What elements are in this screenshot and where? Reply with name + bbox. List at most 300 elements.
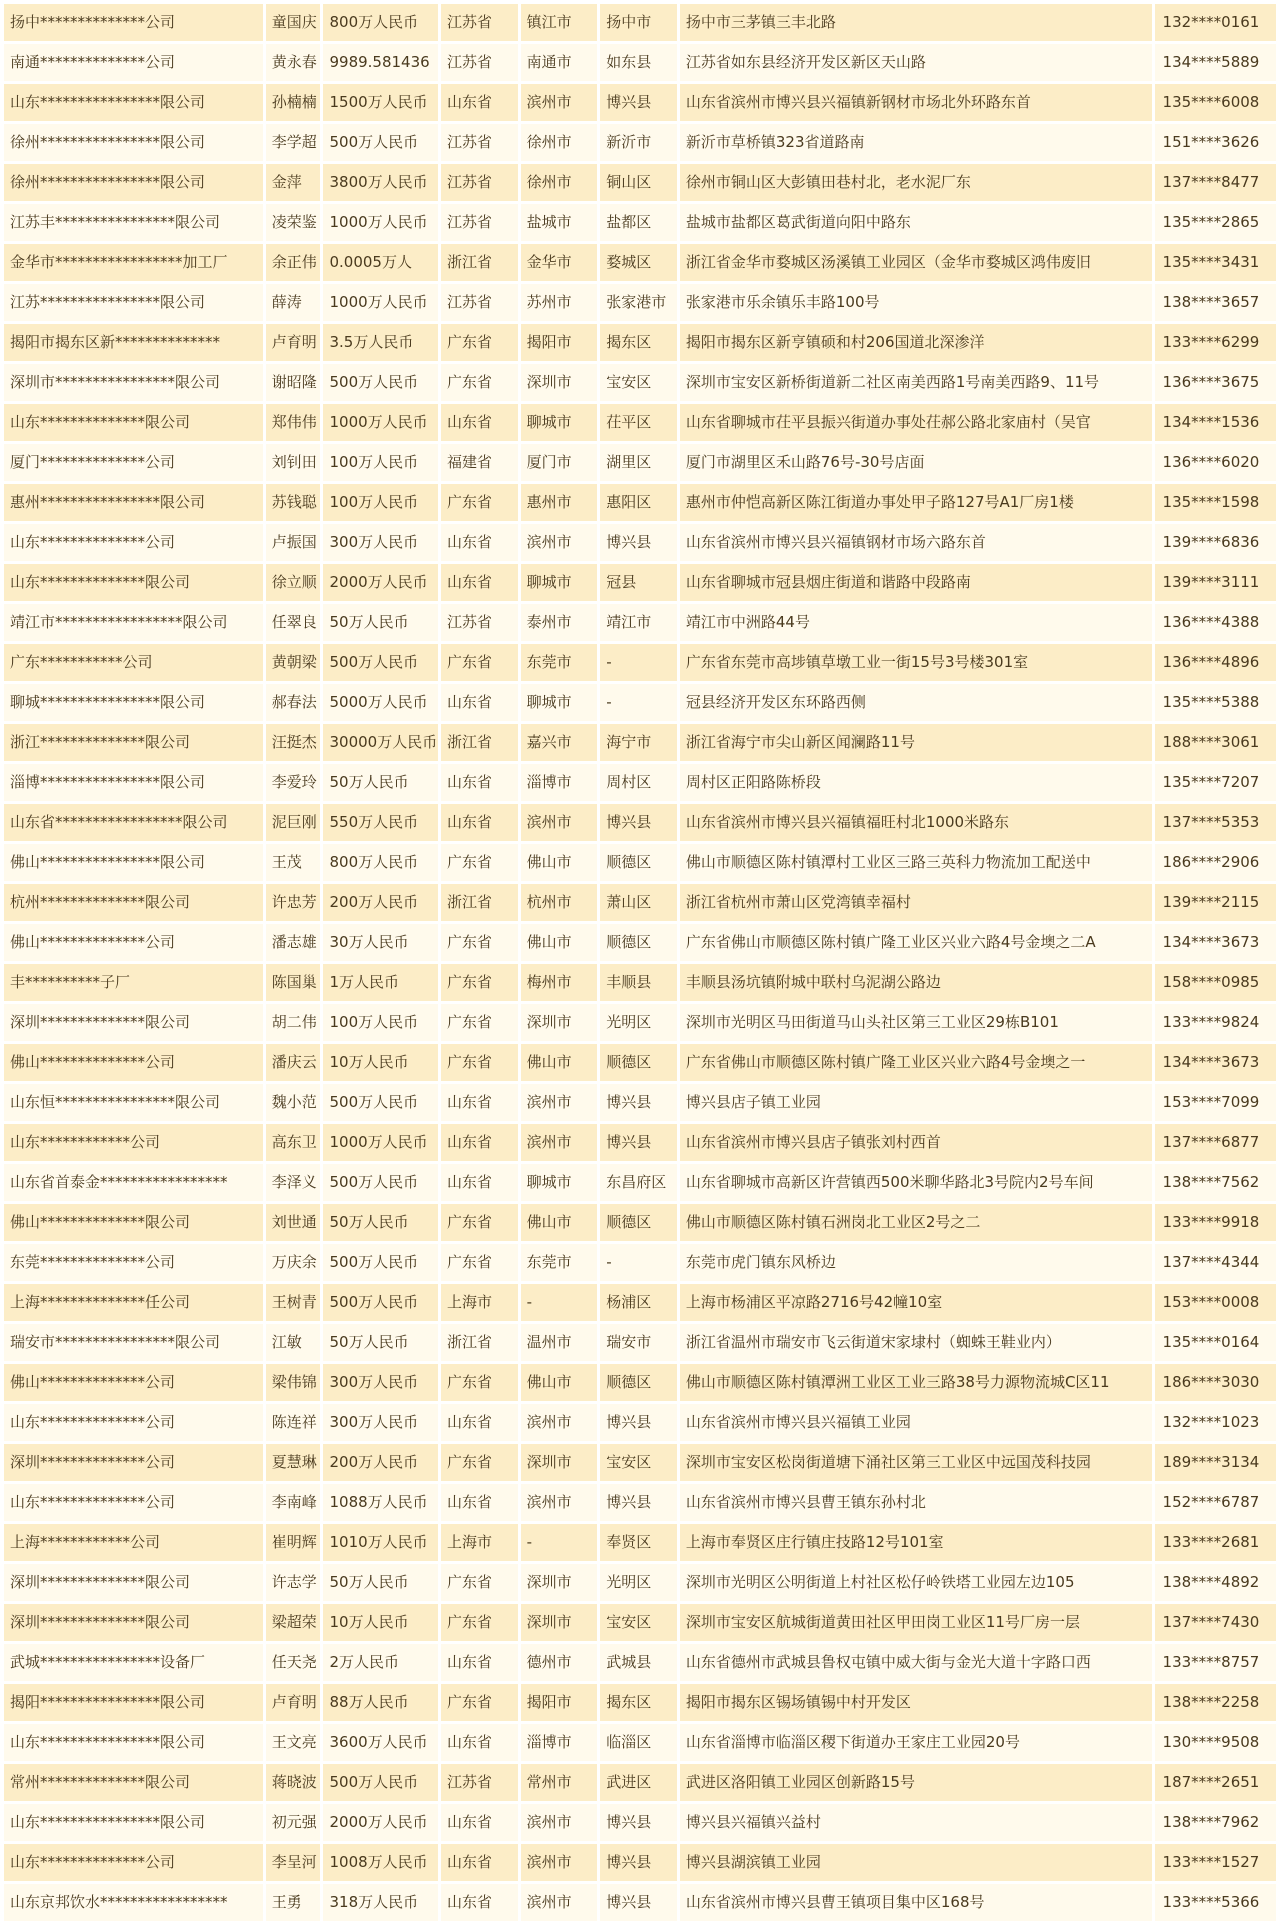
company-name-cell: 佛山**************公司 xyxy=(4,1364,263,1401)
phone-cell: 132****0161 xyxy=(1155,4,1276,41)
city-cell: 嘉兴市 xyxy=(521,724,598,761)
company-name-cell: 深圳市****************限公司 xyxy=(4,364,263,401)
legal-representative-cell: 江敏 xyxy=(266,1324,321,1361)
company-name-cell: 山东**************公司 xyxy=(4,1484,263,1521)
company-name-cell: 山东省*****************限公司 xyxy=(4,804,263,841)
phone-cell: 133****8757 xyxy=(1155,1644,1276,1681)
address-cell: 浙江省杭州市萧山区党湾镇幸福村 xyxy=(680,884,1152,921)
address-cell: 山东省滨州市博兴县兴福镇新钢材市场北外环路东首 xyxy=(680,84,1152,121)
district-cell: 瑞安市 xyxy=(600,1324,677,1361)
company-name-cell: 深圳**************限公司 xyxy=(4,1004,263,1041)
address-cell: 深圳市光明区马田街道马山头社区第三工业区29栋B101 xyxy=(680,1004,1152,1041)
legal-representative-cell: 郑伟伟 xyxy=(266,404,321,441)
registered-capital-cell: 300万人民币 xyxy=(323,1404,437,1441)
district-cell: 宝安区 xyxy=(600,364,677,401)
company-name-cell: 武城****************设备厂 xyxy=(4,1644,263,1681)
address-cell: 山东省聊城市高新区许营镇西500米聊华路北3号院内2号车间 xyxy=(680,1164,1152,1201)
legal-representative-cell: 童国庆 xyxy=(266,4,321,41)
table-row xyxy=(4,1564,1276,1601)
province-cell: 山东省 xyxy=(441,1644,518,1681)
company-name-cell: 常州**************限公司 xyxy=(4,1764,263,1801)
district-cell: 武城县 xyxy=(600,1644,677,1681)
city-cell: 揭阳市 xyxy=(521,324,598,361)
address-cell: 山东省滨州市博兴县曹王镇东孙村北 xyxy=(680,1484,1152,1521)
city-cell: 滨州市 xyxy=(521,1484,598,1521)
city-cell: 深圳市 xyxy=(521,1564,598,1601)
table-row xyxy=(4,284,1276,321)
address-cell: 靖江市中洲路44号 xyxy=(680,604,1152,641)
city-cell: 滨州市 xyxy=(521,804,598,841)
district-cell: 新沂市 xyxy=(600,124,677,161)
phone-cell: 134****3673 xyxy=(1155,1044,1276,1081)
address-cell: 深圳市宝安区航城街道黄田社区甲田岗工业区11号厂房一层 xyxy=(680,1604,1152,1641)
company-name-cell: 山东**************公司 xyxy=(4,1404,263,1441)
address-cell: 新沂市草桥镇323省道路南 xyxy=(680,124,1152,161)
district-cell: 博兴县 xyxy=(600,84,677,121)
legal-representative-cell: 李呈河 xyxy=(266,1844,321,1881)
table-row xyxy=(4,204,1276,241)
province-cell: 广东省 xyxy=(441,1564,518,1601)
district-cell: 顺德区 xyxy=(600,844,677,881)
city-cell: 佛山市 xyxy=(521,1044,598,1081)
table-row xyxy=(4,244,1276,281)
city-cell: - xyxy=(521,1524,598,1561)
registered-capital-cell: 1088万人民币 xyxy=(323,1484,437,1521)
company-name-cell: 山东京邦饮水***************** xyxy=(4,1884,263,1921)
phone-cell: 136****4896 xyxy=(1155,644,1276,681)
city-cell: 佛山市 xyxy=(521,844,598,881)
company-name-cell: 广东***********公司 xyxy=(4,644,263,681)
city-cell: 泰州市 xyxy=(521,604,598,641)
registered-capital-cell: 500万人民币 xyxy=(323,1764,437,1801)
phone-cell: 137****5353 xyxy=(1155,804,1276,841)
province-cell: 江苏省 xyxy=(441,4,518,41)
city-cell: 镇江市 xyxy=(521,4,598,41)
province-cell: 江苏省 xyxy=(441,604,518,641)
legal-representative-cell: 徐立顺 xyxy=(266,564,321,601)
province-cell: 山东省 xyxy=(441,684,518,721)
district-cell: 东昌府区 xyxy=(600,1164,677,1201)
phone-cell: 133****5366 xyxy=(1155,1884,1276,1921)
company-name-cell: 山东**************公司 xyxy=(4,524,263,561)
registered-capital-cell: 1000万人民币 xyxy=(323,404,437,441)
address-cell: 广东省佛山市顺德区陈村镇广隆工业区兴业六路4号金墺之二A xyxy=(680,924,1152,961)
city-cell: 深圳市 xyxy=(521,1444,598,1481)
registered-capital-cell: 50万人民币 xyxy=(323,604,437,641)
table-row xyxy=(4,164,1276,201)
company-name-cell: 徐州****************限公司 xyxy=(4,124,263,161)
table-row xyxy=(4,1444,1276,1481)
province-cell: 江苏省 xyxy=(441,204,518,241)
company-name-cell: 山东**************限公司 xyxy=(4,404,263,441)
address-cell: 山东省滨州市博兴县兴福镇工业园 xyxy=(680,1404,1152,1441)
city-cell: 徐州市 xyxy=(521,124,598,161)
legal-representative-cell: 孙楠楠 xyxy=(266,84,321,121)
address-cell: 深圳市光明区公明街道上村社区松仔岭铁塔工业园左边105 xyxy=(680,1564,1152,1601)
address-cell: 厦门市湖里区禾山路76号-30号店面 xyxy=(680,444,1152,481)
legal-representative-cell: 泥巨刚 xyxy=(266,804,321,841)
legal-representative-cell: 夏慧琳 xyxy=(266,1444,321,1481)
company-name-cell: 揭阳****************限公司 xyxy=(4,1684,263,1721)
legal-representative-cell: 梁超荣 xyxy=(266,1604,321,1641)
district-cell: 揭东区 xyxy=(600,324,677,361)
city-cell: 淄博市 xyxy=(521,1724,598,1761)
address-cell: 博兴县店子镇工业园 xyxy=(680,1084,1152,1121)
province-cell: 浙江省 xyxy=(441,724,518,761)
province-cell: 广东省 xyxy=(441,364,518,401)
address-cell: 周村区正阳路陈桥段 xyxy=(680,764,1152,801)
address-cell: 山东省淄博市临淄区稷下街道办王家庄工业园20号 xyxy=(680,1724,1152,1761)
company-name-cell: 山东****************限公司 xyxy=(4,84,263,121)
table-row xyxy=(4,1524,1276,1561)
company-name-cell: 山东**************公司 xyxy=(4,1844,263,1881)
city-cell: 德州市 xyxy=(521,1644,598,1681)
city-cell: 淄博市 xyxy=(521,764,598,801)
registered-capital-cell: 500万人民币 xyxy=(323,1164,437,1201)
table-row xyxy=(4,1644,1276,1681)
legal-representative-cell: 陈国巢 xyxy=(266,964,321,1001)
company-name-cell: 淄博****************限公司 xyxy=(4,764,263,801)
table-row xyxy=(4,84,1276,121)
province-cell: 广东省 xyxy=(441,484,518,521)
address-cell: 江苏省如东县经济开发区新区天山路 xyxy=(680,44,1152,81)
phone-cell: 137****6877 xyxy=(1155,1124,1276,1161)
phone-cell: 152****6787 xyxy=(1155,1484,1276,1521)
address-cell: 佛山市顺德区陈村镇石洲岗北工业区2号之二 xyxy=(680,1204,1152,1241)
table-row xyxy=(4,1204,1276,1241)
phone-cell: 133****9918 xyxy=(1155,1204,1276,1241)
company-name-cell: 江苏丰****************限公司 xyxy=(4,204,263,241)
city-cell: - xyxy=(521,1284,598,1321)
company-name-cell: 佛山**************公司 xyxy=(4,924,263,961)
district-cell: 扬中市 xyxy=(600,4,677,41)
province-cell: 山东省 xyxy=(441,1164,518,1201)
phone-cell: 153****0008 xyxy=(1155,1284,1276,1321)
table-row xyxy=(4,764,1276,801)
address-cell: 博兴县湖滨镇工业园 xyxy=(680,1844,1152,1881)
phone-cell: 134****5889 xyxy=(1155,44,1276,81)
province-cell: 山东省 xyxy=(441,1724,518,1761)
address-cell: 深圳市宝安区新桥街道新二社区南美西路1号南美西路9、11号 xyxy=(680,364,1152,401)
city-cell: 惠州市 xyxy=(521,484,598,521)
legal-representative-cell: 王文亮 xyxy=(266,1724,321,1761)
district-cell: 博兴县 xyxy=(600,1084,677,1121)
registered-capital-cell: 30万人民币 xyxy=(323,924,437,961)
registered-capital-cell: 30000万人民币 xyxy=(323,724,437,761)
registered-capital-cell: 300万人民币 xyxy=(323,524,437,561)
city-cell: 滨州市 xyxy=(521,84,598,121)
legal-representative-cell: 王勇 xyxy=(266,1884,321,1921)
phone-cell: 188****3061 xyxy=(1155,724,1276,761)
district-cell: 博兴县 xyxy=(600,524,677,561)
table-row xyxy=(4,124,1276,161)
company-name-cell: 金华市*****************加工厂 xyxy=(4,244,263,281)
legal-representative-cell: 许忠芳 xyxy=(266,884,321,921)
city-cell: 苏州市 xyxy=(521,284,598,321)
phone-cell: 137****8477 xyxy=(1155,164,1276,201)
province-cell: 江苏省 xyxy=(441,1764,518,1801)
phone-cell: 133****6299 xyxy=(1155,324,1276,361)
district-cell: 萧山区 xyxy=(600,884,677,921)
table-row xyxy=(4,44,1276,81)
province-cell: 广东省 xyxy=(441,1444,518,1481)
registered-capital-cell: 200万人民币 xyxy=(323,1444,437,1481)
province-cell: 山东省 xyxy=(441,524,518,561)
legal-representative-cell: 初元强 xyxy=(266,1804,321,1841)
phone-cell: 186****3030 xyxy=(1155,1364,1276,1401)
province-cell: 浙江省 xyxy=(441,884,518,921)
table-row xyxy=(4,1244,1276,1281)
registered-capital-cell: 3600万人民币 xyxy=(323,1724,437,1761)
city-cell: 聊城市 xyxy=(521,1164,598,1201)
district-cell: 宝安区 xyxy=(600,1444,677,1481)
address-cell: 山东省滨州市博兴县兴福镇钢材市场六路东首 xyxy=(680,524,1152,561)
phone-cell: 135****7207 xyxy=(1155,764,1276,801)
address-cell: 浙江省温州市瑞安市飞云街道宋家埭村（蜘蛛王鞋业内） xyxy=(680,1324,1152,1361)
table-row xyxy=(4,1404,1276,1441)
legal-representative-cell: 凌荣鉴 xyxy=(266,204,321,241)
registered-capital-cell: 5000万人民币 xyxy=(323,684,437,721)
province-cell: 上海市 xyxy=(441,1284,518,1321)
table-row xyxy=(4,964,1276,1001)
district-cell: 博兴县 xyxy=(600,1484,677,1521)
registered-capital-cell: 100万人民币 xyxy=(323,444,437,481)
company-name-cell: 佛山**************限公司 xyxy=(4,1204,263,1241)
province-cell: 江苏省 xyxy=(441,284,518,321)
district-cell: 顺德区 xyxy=(600,1364,677,1401)
city-cell: 深圳市 xyxy=(521,1004,598,1041)
phone-cell: 187****2651 xyxy=(1155,1764,1276,1801)
province-cell: 山东省 xyxy=(441,564,518,601)
registered-capital-cell: 500万人民币 xyxy=(323,364,437,401)
company-name-cell: 靖江市*****************限公司 xyxy=(4,604,263,641)
records-table xyxy=(4,4,1276,1921)
legal-representative-cell: 崔明辉 xyxy=(266,1524,321,1561)
province-cell: 山东省 xyxy=(441,1804,518,1841)
table-row xyxy=(4,1804,1276,1841)
phone-cell: 139****3111 xyxy=(1155,564,1276,601)
city-cell: 滨州市 xyxy=(521,1884,598,1921)
legal-representative-cell: 万庆余 xyxy=(266,1244,321,1281)
company-name-cell: 佛山****************限公司 xyxy=(4,844,263,881)
province-cell: 广东省 xyxy=(441,1604,518,1641)
province-cell: 广东省 xyxy=(441,1204,518,1241)
address-cell: 武进区洛阳镇工业园区创新路15号 xyxy=(680,1764,1152,1801)
district-cell: 博兴县 xyxy=(600,1844,677,1881)
registered-capital-cell: 88万人民币 xyxy=(323,1684,437,1721)
registered-capital-cell: 50万人民币 xyxy=(323,1204,437,1241)
district-cell: 婺城区 xyxy=(600,244,677,281)
address-cell: 佛山市顺德区陈村镇潭村工业区三路三英科力物流加工配送中 xyxy=(680,844,1152,881)
province-cell: 江苏省 xyxy=(441,164,518,201)
table-row xyxy=(4,444,1276,481)
city-cell: 滨州市 xyxy=(521,1084,598,1121)
registered-capital-cell: 500万人民币 xyxy=(323,1244,437,1281)
company-name-cell: 深圳**************限公司 xyxy=(4,1564,263,1601)
legal-representative-cell: 余正伟 xyxy=(266,244,321,281)
phone-cell: 153****7099 xyxy=(1155,1084,1276,1121)
address-cell: 上海市奉贤区庄行镇庄技路12号101室 xyxy=(680,1524,1152,1561)
city-cell: 徐州市 xyxy=(521,164,598,201)
registered-capital-cell: 3.5万人民币 xyxy=(323,324,437,361)
city-cell: 滨州市 xyxy=(521,1844,598,1881)
legal-representative-cell: 任翠良 xyxy=(266,604,321,641)
district-cell: 奉贤区 xyxy=(600,1524,677,1561)
legal-representative-cell: 王树青 xyxy=(266,1284,321,1321)
city-cell: 滨州市 xyxy=(521,524,598,561)
registered-capital-cell: 800万人民币 xyxy=(323,844,437,881)
address-cell: 惠州市仲恺高新区陈江街道办事处甲子路127号A1厂房1楼 xyxy=(680,484,1152,521)
address-cell: 盐城市盐都区葛武街道向阳中路东 xyxy=(680,204,1152,241)
phone-cell: 133****9824 xyxy=(1155,1004,1276,1041)
registered-capital-cell: 200万人民币 xyxy=(323,884,437,921)
table-row xyxy=(4,604,1276,641)
province-cell: 广东省 xyxy=(441,1364,518,1401)
phone-cell: 135****0164 xyxy=(1155,1324,1276,1361)
registered-capital-cell: 10万人民币 xyxy=(323,1044,437,1081)
province-cell: 广东省 xyxy=(441,1004,518,1041)
phone-cell: 137****7430 xyxy=(1155,1604,1276,1641)
legal-representative-cell: 魏小范 xyxy=(266,1084,321,1121)
legal-representative-cell: 李学超 xyxy=(266,124,321,161)
table-row xyxy=(4,1004,1276,1041)
legal-representative-cell: 卢育明 xyxy=(266,1684,321,1721)
district-cell: 顺德区 xyxy=(600,1204,677,1241)
district-cell: 光明区 xyxy=(600,1564,677,1601)
province-cell: 福建省 xyxy=(441,444,518,481)
phone-cell: 189****3134 xyxy=(1155,1444,1276,1481)
province-cell: 江苏省 xyxy=(441,124,518,161)
table-row xyxy=(4,1084,1276,1121)
legal-representative-cell: 刘世通 xyxy=(266,1204,321,1241)
district-cell: 张家港市 xyxy=(600,284,677,321)
legal-representative-cell: 李爱玲 xyxy=(266,764,321,801)
registered-capital-cell: 10万人民币 xyxy=(323,1604,437,1641)
company-name-cell: 瑞安市****************限公司 xyxy=(4,1324,263,1361)
legal-representative-cell: 卢育明 xyxy=(266,324,321,361)
district-cell: 惠阳区 xyxy=(600,484,677,521)
city-cell: 杭州市 xyxy=(521,884,598,921)
district-cell: - xyxy=(600,644,677,681)
address-cell: 上海市杨浦区平凉路2716号42幢10室 xyxy=(680,1284,1152,1321)
city-cell: 深圳市 xyxy=(521,1604,598,1641)
province-cell: 广东省 xyxy=(441,1244,518,1281)
registered-capital-cell: 800万人民币 xyxy=(323,4,437,41)
phone-cell: 138****3657 xyxy=(1155,284,1276,321)
legal-representative-cell: 许志学 xyxy=(266,1564,321,1601)
province-cell: 山东省 xyxy=(441,1844,518,1881)
registered-capital-cell: 2000万人民币 xyxy=(323,564,437,601)
legal-representative-cell: 任天尧 xyxy=(266,1644,321,1681)
registered-capital-cell: 500万人民币 xyxy=(323,124,437,161)
legal-representative-cell: 汪挺杰 xyxy=(266,724,321,761)
address-cell: 山东省滨州市博兴县兴福镇福旺村北1000米路东 xyxy=(680,804,1152,841)
registered-capital-cell: 318万人民币 xyxy=(323,1884,437,1921)
district-cell: - xyxy=(600,1244,677,1281)
company-name-cell: 南通**************公司 xyxy=(4,44,263,81)
province-cell: 山东省 xyxy=(441,1084,518,1121)
legal-representative-cell: 梁伟锦 xyxy=(266,1364,321,1401)
legal-representative-cell: 李泽义 xyxy=(266,1164,321,1201)
province-cell: 山东省 xyxy=(441,764,518,801)
district-cell: 光明区 xyxy=(600,1004,677,1041)
company-name-cell: 江苏****************限公司 xyxy=(4,284,263,321)
phone-cell: 130****9508 xyxy=(1155,1724,1276,1761)
table-row xyxy=(4,1484,1276,1521)
company-name-cell: 杭州**************限公司 xyxy=(4,884,263,921)
address-cell: 徐州市铜山区大彭镇田巷村北，老水泥厂东 xyxy=(680,164,1152,201)
registered-capital-cell: 50万人民币 xyxy=(323,764,437,801)
city-cell: 滨州市 xyxy=(521,1404,598,1441)
district-cell: 铜山区 xyxy=(600,164,677,201)
phone-cell: 138****7562 xyxy=(1155,1164,1276,1201)
phone-cell: 138****2258 xyxy=(1155,1684,1276,1721)
legal-representative-cell: 谢昭隆 xyxy=(266,364,321,401)
legal-representative-cell: 薛涛 xyxy=(266,284,321,321)
address-cell: 揭阳市揭东区新亨镇硕和村206国道北深渗洋 xyxy=(680,324,1152,361)
registered-capital-cell: 50万人民币 xyxy=(323,1564,437,1601)
table-row xyxy=(4,684,1276,721)
table-row xyxy=(4,1844,1276,1881)
city-cell: 东莞市 xyxy=(521,644,598,681)
table-row xyxy=(4,404,1276,441)
company-name-cell: 山东****************限公司 xyxy=(4,1724,263,1761)
district-cell: 如东县 xyxy=(600,44,677,81)
district-cell: 博兴县 xyxy=(600,1804,677,1841)
address-cell: 山东省滨州市博兴县店子镇张刘村西首 xyxy=(680,1124,1152,1161)
company-name-cell: 厦门**************公司 xyxy=(4,444,263,481)
phone-cell: 133****2681 xyxy=(1155,1524,1276,1561)
company-name-cell: 徐州****************限公司 xyxy=(4,164,263,201)
district-cell: 冠县 xyxy=(600,564,677,601)
district-cell: 揭东区 xyxy=(600,1684,677,1721)
table-row xyxy=(4,1764,1276,1801)
city-cell: 常州市 xyxy=(521,1764,598,1801)
district-cell: 靖江市 xyxy=(600,604,677,641)
registered-capital-cell: 100万人民币 xyxy=(323,484,437,521)
phone-cell: 136****3675 xyxy=(1155,364,1276,401)
phone-cell: 134****3673 xyxy=(1155,924,1276,961)
phone-cell: 137****4344 xyxy=(1155,1244,1276,1281)
company-name-cell: 山东************公司 xyxy=(4,1124,263,1161)
registered-capital-cell: 100万人民币 xyxy=(323,1004,437,1041)
address-cell: 深圳市宝安区松岗街道塘下涌社区第三工业区中远国茂科技园 xyxy=(680,1444,1152,1481)
city-cell: 佛山市 xyxy=(521,924,598,961)
registered-capital-cell: 500万人民币 xyxy=(323,644,437,681)
company-name-cell: 佛山**************公司 xyxy=(4,1044,263,1081)
phone-cell: 138****4892 xyxy=(1155,1564,1276,1601)
address-cell: 山东省聊城市茌平县振兴街道办事处茌郝公路北家庙村（吴官 xyxy=(680,404,1152,441)
phone-cell: 186****2906 xyxy=(1155,844,1276,881)
city-cell: 聊城市 xyxy=(521,564,598,601)
table-row xyxy=(4,1684,1276,1721)
province-cell: 上海市 xyxy=(441,1524,518,1561)
table-row xyxy=(4,484,1276,521)
company-name-cell: 深圳**************限公司 xyxy=(4,1604,263,1641)
registered-capital-cell: 1500万人民币 xyxy=(323,84,437,121)
table-row xyxy=(4,924,1276,961)
province-cell: 山东省 xyxy=(441,1124,518,1161)
company-name-cell: 浙江**************限公司 xyxy=(4,724,263,761)
province-cell: 广东省 xyxy=(441,644,518,681)
company-name-cell: 惠州****************限公司 xyxy=(4,484,263,521)
registered-capital-cell: 500万人民币 xyxy=(323,1084,437,1121)
phone-cell: 132****1023 xyxy=(1155,1404,1276,1441)
company-name-cell: 揭阳市揭东区新************** xyxy=(4,324,263,361)
company-name-cell: 山东****************限公司 xyxy=(4,1804,263,1841)
district-cell: 海宁市 xyxy=(600,724,677,761)
city-cell: 厦门市 xyxy=(521,444,598,481)
